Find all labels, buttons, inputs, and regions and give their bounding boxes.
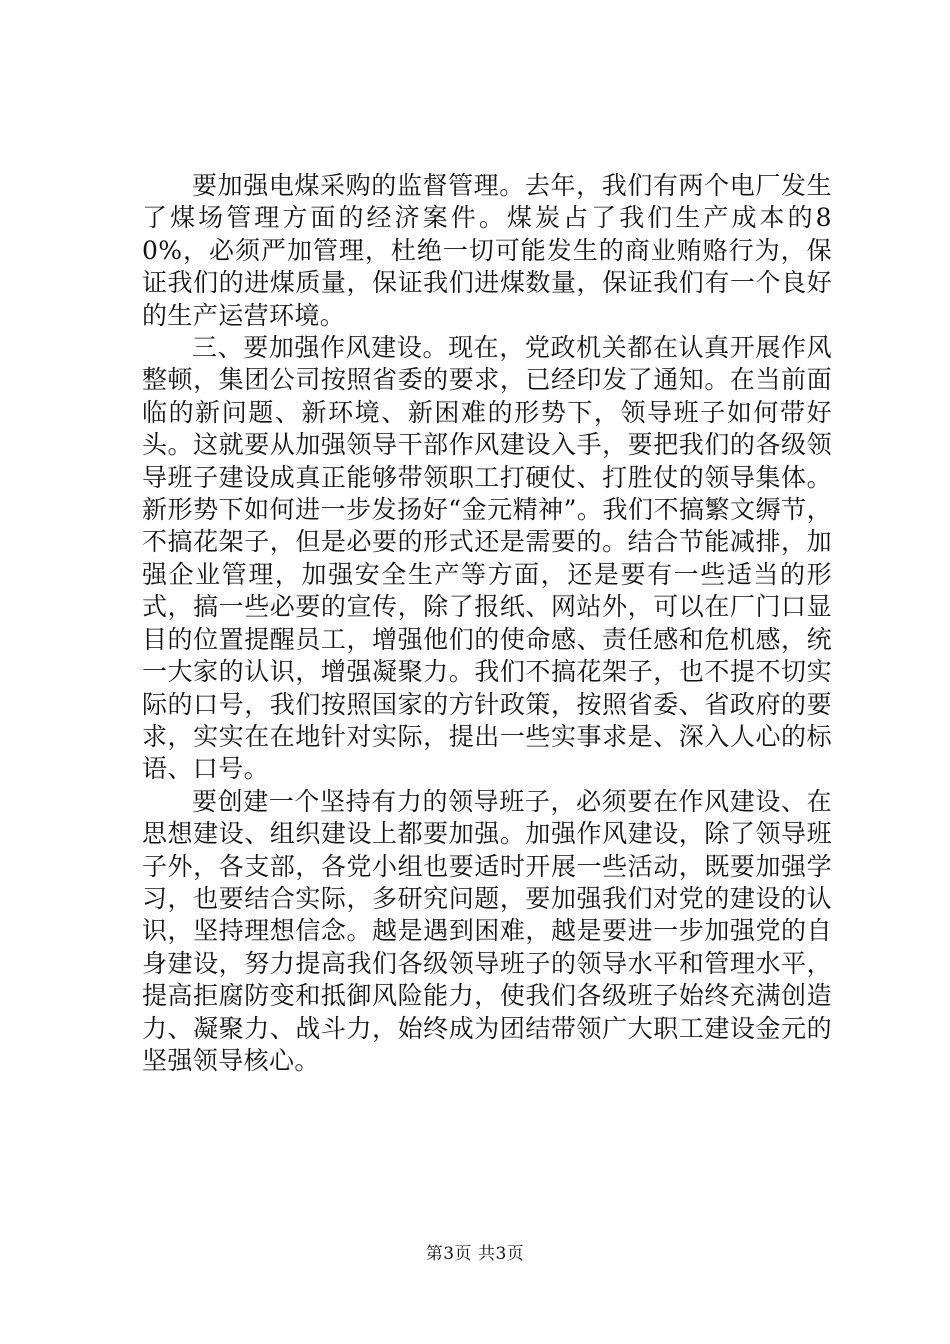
paragraph-leadership-team: 要创建一个坚持有力的领导班子，必须要在作风建设、在思想建设、组织建设上都要加强。加强作风建设，除了领导班子外，各支部，各党小组也要适时开展一些活动，既要加强学习，也要结合实际，多研究问题，要加强我们对党的建设的认识，坚持理想信念。越是遇到困难，越是要进一步加强党的自身建设，努力提高我们各级领导班子的领导水平和管理水平，提高拒腐防变和抵御风险能力，使我们各级班子始终充满创造力、凝聚力、战斗力，始终成为团结带领广大职工建设金元的坚强领导核心。 [142, 786, 832, 1075]
page-footer [0, 1243, 950, 1265]
page-number: 第3页 [425, 1244, 473, 1264]
paragraph-coal-procurement: 要加强电煤采购的监督管理。去年，我们有两个电厂发生了煤场管理方面的经济案件。煤炭占了我们生产成本的80%，必须严加管理，杜绝一切可能发生的商业贿赂行为，保证我们的进煤质量，保证我们进煤数量，保证我们有一个良好的生产运营环境。 [142, 171, 832, 330]
page-total: 共3页 [477, 1244, 525, 1264]
paragraph-work-style: 三、要加强作风建设。现在，党政机关都在认真开展作风整顿，集团公司按照省委的要求，已经印发了通知。在当前面临的新问题、新环境、新困难的形势下，领导班子如何带好头。这就要从加强领导干部作风建设入手，要把我们的各级领导班子建设成真正能够带领职工打硬仗、打胜仗的领导集体。新形势下如何进一步发扬好“金元精神”。我们不搞繁文缛节，不搞花架子，但是必要的形式还是需要的。结合节能减排，加强企业管理，加强安全生产等方面，还是要有一些适当的形式，搞一些必要的宣传，除了报纸、网站外，可以在厂门口显目的位置提醒员工，增强他们的使命感、责任感和危机感，统一大家的认识，增强凝聚力。我们不搞花架子，也不提不切实际的口号，我们按照国家的方针政策，按照省委、省政府的要求，实实在在地针对实际，提出一些实事求是、深入人心的标语、口号。 [142, 333, 832, 784]
document-body [142, 170, 832, 1077]
